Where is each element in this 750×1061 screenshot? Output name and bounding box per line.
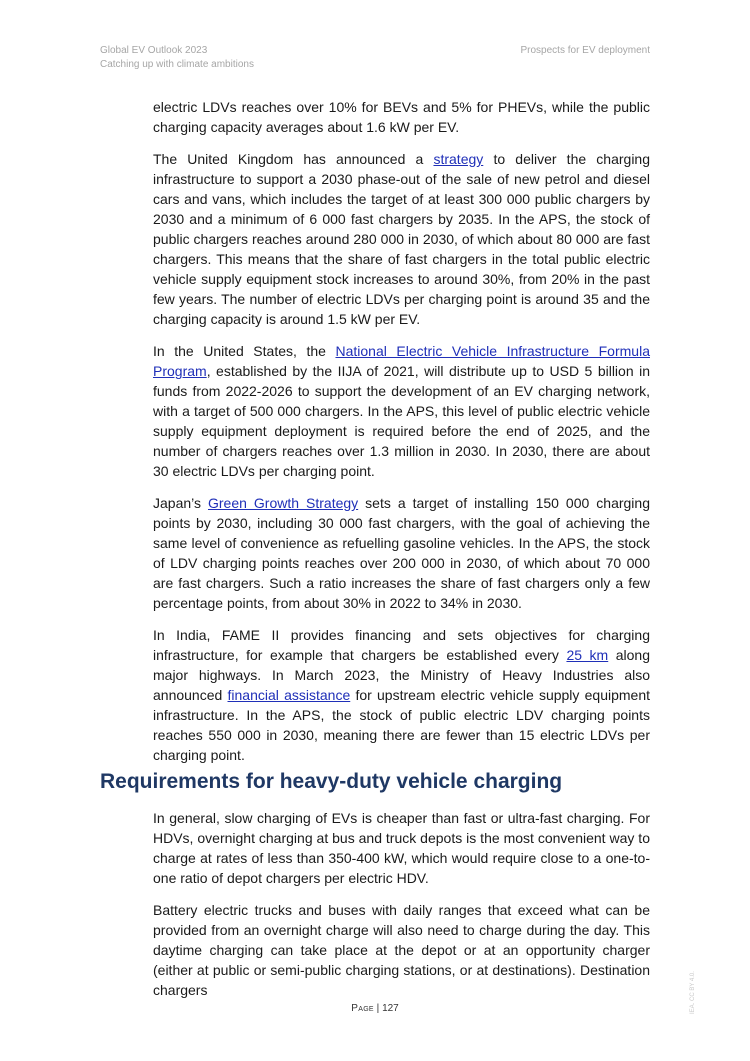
financial-assistance-link[interactable]: financial assistance xyxy=(227,687,351,703)
section-heading: Requirements for heavy-duty vehicle charging xyxy=(100,770,563,793)
report-subtitle: Catching up with climate ambitions xyxy=(100,59,254,70)
page-label: Page xyxy=(351,1003,374,1014)
page-footer xyxy=(0,1003,750,1014)
paragraph-1: electric LDVs reaches over 10% for BEVs and 5% for PHEVs, while the public charging capacity averages about 1.6 kW per EV. xyxy=(153,99,650,135)
upper-body xyxy=(153,97,650,777)
page-number: 127 xyxy=(382,1003,399,1014)
paragraph-hdv-1: In general, slow charging of EVs is cheaper than fast or ultra-fast charging. For HDVs, overnight charging at bus and truck depots is the most convenient way to charge at rates of less than 350-400 kW, which would require close to a one-to-one ratio of depot chargers per electric HDV. xyxy=(153,810,650,886)
running-header-right: Prospects for EV deployment xyxy=(520,45,650,56)
license-notice: IEA. CC BY 4.0. xyxy=(690,971,696,1014)
paragraph-hdv-2: Battery electric trucks and buses with daily ranges that exceed what can be provided from an overnight charge will also need to charge during the day. This daytime charging can take place at the depot or at an opportunity charger (either at public or semi-public charging stations, or at destinations). Destination chargers xyxy=(153,902,650,998)
lower-body xyxy=(153,808,650,1012)
nevi-program-link[interactable]: National Electric Vehicle Infrastructure Formula Program xyxy=(153,343,650,379)
strategy-link[interactable]: strategy xyxy=(433,151,484,167)
paragraph-uk: The United Kingdom has announced a strategy to deliver the charging infrastructure to support a 2030 phase-out of the sale of new petrol and diesel cars and vans, which includes the target of at least 300 000 public chargers by 2030 and a minimum of 6 000 fast chargers by 2035. In the APS, the stock of public chargers reaches around 280 000 in 2030, of which about 80 000 are fast chargers. This means that the share of fast chargers in the total public electric vehicle supply equipment stock increases to around 30%, from 20% in the past few years. The number of electric LDVs per charging point is around 35 and the charging capacity is around 1.5 kW per EV. xyxy=(153,151,651,327)
green-growth-strategy-link[interactable]: Green Growth Strategy xyxy=(208,495,359,511)
running-header-left xyxy=(100,44,254,72)
paragraph-japan: Japan’s Green Growth Strategy sets a target of installing 150 000 charging points by 2030, including 30 000 fast chargers, with the goal of achieving the same level of convenience as refuelling gasoline vehicles. In the APS, the stock of LDV charging points reaches over 200 000 in 2030, of which about 70 000 are fast chargers. Such a ratio increases the share of fast chargers only a few percentage points, from about 30% in 2022 to 34% in 2030. xyxy=(153,495,650,611)
report-title: Global EV Outlook 2023 xyxy=(100,45,208,56)
25km-link[interactable]: 25 km xyxy=(566,647,609,663)
paragraph-india: In India, FAME II provides financing and sets objectives for charging infrastructure, for example that chargers be established every 25 km along major highways. In March 2023, the Ministry of Heavy Industries also announced financial assistance for upstream electric vehicle supply equipment infrastructure. In the APS, the stock of public electric LDV charging points reaches 550 000 in 2030, meaning there are fewer than 15 electric LDVs per charging point. xyxy=(153,627,651,763)
paragraph-us: In the United States, the National Electric Vehicle Infrastructure Formula Program, established by the IIJA of 2021, will distribute up to USD 5 billion in funds from 2022-2026 to support the development of an EV charging network, with a target of 500 000 chargers. In the APS, this level of public electric vehicle supply equipment deployment is required before the end of 2025, and the number of chargers reaches over 1.3 million in 2030. In 2030, there are about 30 electric LDVs per charging point. xyxy=(153,343,650,479)
page-separator: | xyxy=(373,1003,383,1014)
